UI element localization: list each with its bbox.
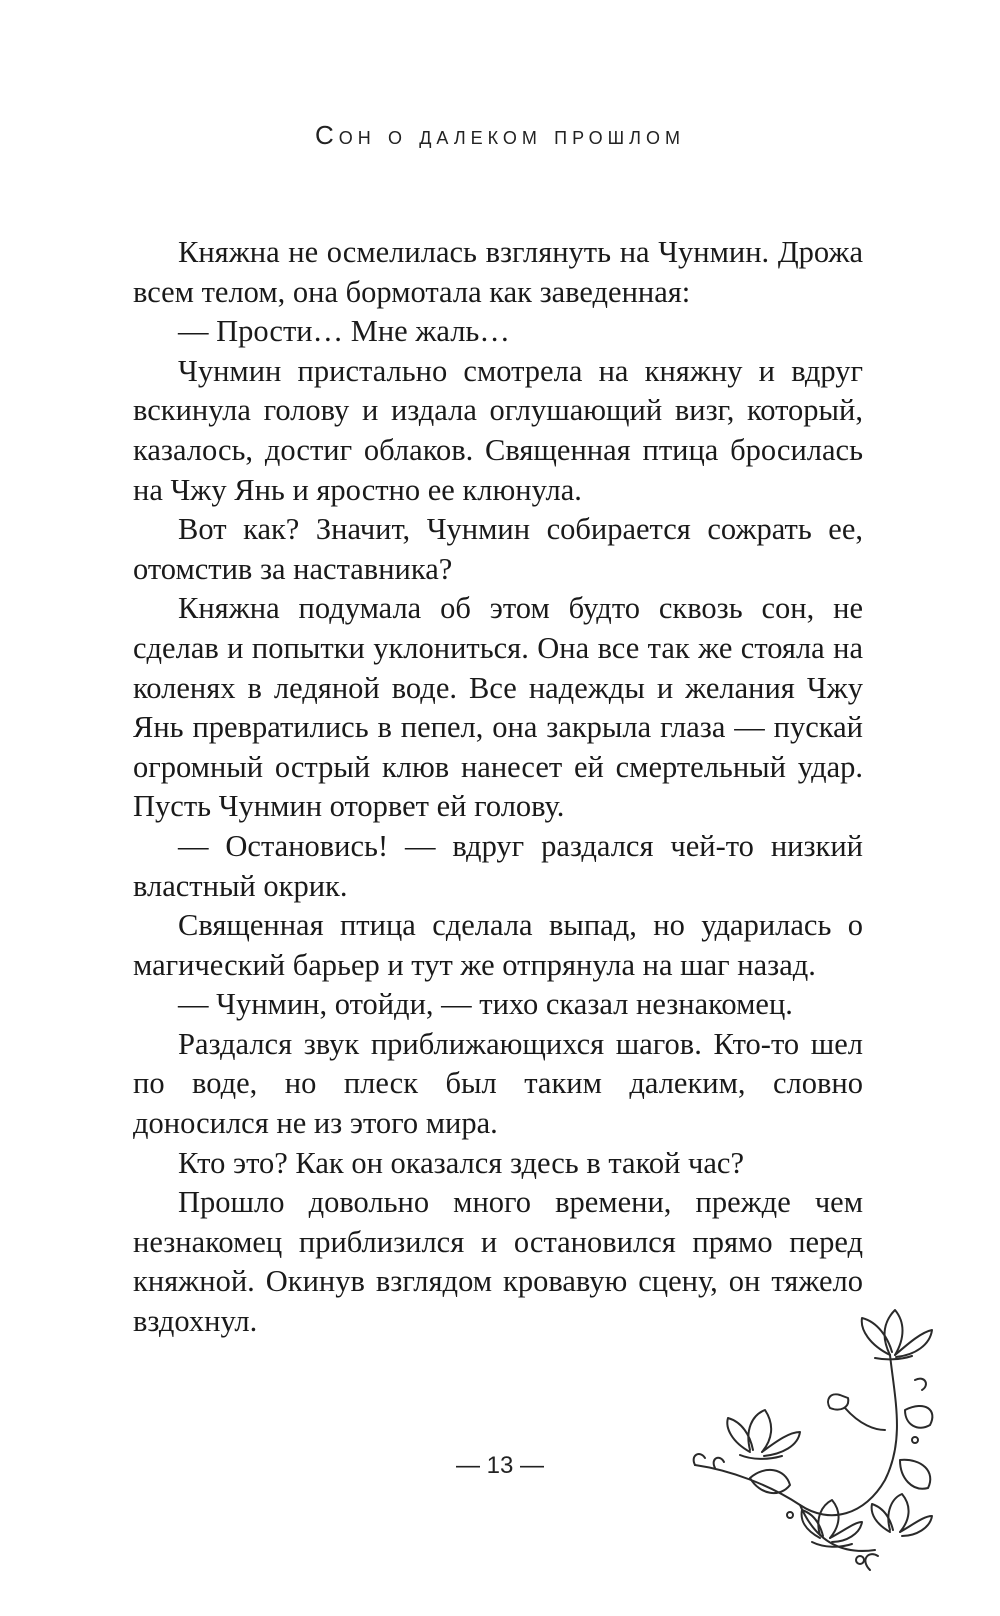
paragraph: Княжна не осмелилась взглянуть на Чунмин. Дрожа всем телом, она бормотала как заведенная: (133, 235, 863, 309)
paragraph: Княжна подумала об этом будто сквозь сон, не сделав и попытки уклониться. Она все так же стояла на коленях в ледяной воде. Все надежды и желания Чжу Янь превратились в пепел, она закрыла глаза — пускай огромный острый клюв нанесет ей смертельный удар. Пусть Чунмин оторвет ей голову. (133, 591, 863, 824)
body-text (133, 233, 863, 1342)
paragraph: Чунмин пристально смотрела на княжну и вдруг вскинула голову и издала оглушающий визг, который, казалось, достиг облаков. Священная птица бросилась на Чжу Янь и яростно ее клюнула. (133, 353, 863, 507)
paragraph: Прошло довольно много времени, прежде чем незнакомец приблизился и остановился прямо перед княжной. Окинув взглядом кровавую сцену, он тяжело вздохнул. (133, 1185, 863, 1339)
paragraph: — Остановись! — вдруг раздался чей-то низкий властный окрик. (133, 828, 863, 903)
running-title: Сон о далеком прошлом (315, 120, 685, 150)
paragraph: — Прости… Мне жаль… (178, 314, 510, 349)
page-number: — 13 — (455, 1452, 545, 1479)
paragraph: Вот как? Значит, Чунмин собирается сожрать ее, отомстив за наставника? (133, 512, 863, 586)
paragraph: Священная птица сделала выпад, но ударилась о магический барьер и тут же отпрянула на шаг назад. (133, 908, 863, 982)
paragraph: — Чунмин, отойди, — тихо сказал незнакомец. (178, 987, 793, 1022)
paragraph: Раздался звук приближающихся шагов. Кто-то шел по воде, но плеск был таким далеким, словно доносился не из этого мира. (133, 1026, 863, 1141)
lotus-flower-ornament-icon (690, 1300, 940, 1600)
paragraph: Кто это? Как он оказался здесь в такой час? (178, 1145, 745, 1180)
